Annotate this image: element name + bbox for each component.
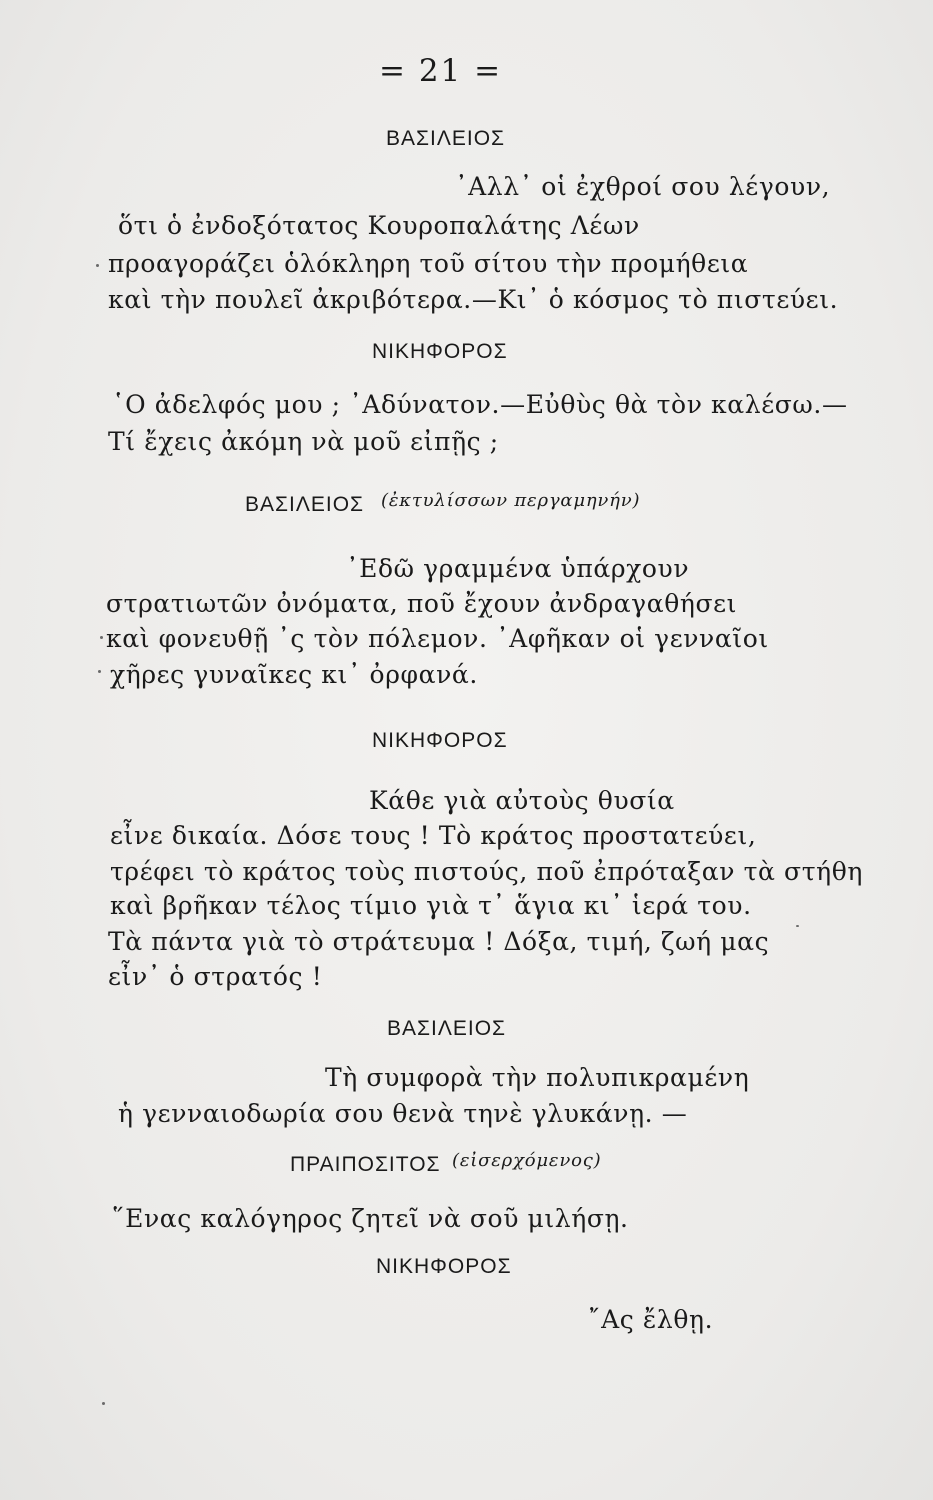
verse-line: τρέφει τὸ κράτος τοὺς πιστούς, ποῦ ἐπρόταξαν τὰ στήθη — [110, 857, 863, 886]
speaker-name: ΒΑΣΙΛΕΙΟΣ — [387, 1017, 507, 1040]
verse-line: χῆρες γυναῖκες κι᾿ ὀρφανά. — [110, 660, 478, 689]
ink-speck — [98, 670, 101, 673]
verse-line: ῎Ας ἔλθῃ. — [588, 1305, 714, 1334]
verse-line: εἶνε δικαία. Δόσε τους ! Τὸ κράτος προστατεύει, — [110, 821, 757, 850]
verse-line: ἡ γενναιοδωρία σου θενὰ τηνὲ γλυκάνῃ. — — [118, 1099, 688, 1128]
speaker-name: ΝΙΚΗΦΟΡΟΣ — [372, 729, 508, 752]
page-number: = 21 = — [379, 53, 503, 89]
verse-line: ᾿Αλλ᾿ οἱ ἐχθροί σου λέγουν, — [455, 172, 831, 201]
speaker-name: ΝΙΚΗΦΟΡΟΣ — [372, 340, 508, 363]
verse-line: Τί ἔχεις ἀκόμη νὰ μοῦ εἰπῇς ; — [108, 427, 499, 456]
verse-line: ᾿Εδῶ γραμμένα ὑπάρχουν — [346, 554, 690, 583]
verse-line: ὅτι ὁ ἐνδοξότατος Κουροπαλάτης Λέων — [118, 211, 640, 240]
verse-line: προαγοράζει ὁλόκληρη τοῦ σίτου τὴν προμήθεια — [108, 249, 749, 278]
verse-line: Τὰ πάντα γιὰ τὸ στράτευμα ! Δόξα, τιμή, ζωή μας — [108, 927, 770, 956]
verse-line: Κάθε γιὰ αὐτοὺς θυσία — [369, 786, 675, 815]
verse-line: εἶν᾿ ὁ στρατός ! — [108, 962, 323, 991]
verse-line: ῞Ενας καλόγηρος ζητεῖ νὰ σοῦ μιλήσῃ. — [112, 1204, 629, 1233]
verse-line: καὶ φονευθῇ ᾿ς τὸν πόλεμον. ᾿Αφῆκαν οἱ γενναῖοι — [106, 624, 769, 653]
ink-speck — [102, 1402, 105, 1405]
verse-line: καὶ βρῆκαν τέλος τίμιο γιὰ τ᾿ ἅγια κι᾿ ἱερά του. — [110, 891, 752, 920]
verse-line: στρατιωτῶν ὀνόματα, ποῦ ἔχουν ἀνδραγαθήσει — [106, 589, 738, 618]
verse-line: καὶ τὴν πουλεῖ ἀκριβότερα.—Κι᾿ ὁ κόσμος τὸ πιστεύει. — [108, 285, 839, 314]
ink-speck — [100, 636, 103, 639]
stage-direction: (ἐκτυλίσσων περγαμηνήν) — [381, 490, 641, 511]
ink-speck — [96, 264, 99, 267]
ink-speck — [796, 925, 799, 927]
speaker-name: ΝΙΚΗΦΟΡΟΣ — [376, 1255, 512, 1278]
stage-direction: (εἰσερχόμενος) — [452, 1150, 602, 1171]
verse-line: ῾Ο ἀδελφός μου ; ᾿Αδύνατον.—Εὐθὺς θὰ τὸν καλέσω.— — [112, 390, 848, 419]
verse-line: Τὴ συμφορὰ τὴν πολυπικραμένη — [325, 1063, 750, 1092]
speaker-name: ΒΑΣΙΛΕΙΟΣ — [245, 493, 365, 516]
speaker-name: ΒΑΣΙΛΕΙΟΣ — [386, 127, 506, 150]
speaker-name: ΠΡΑΙΠΟΣΙΤΟΣ — [290, 1153, 441, 1176]
